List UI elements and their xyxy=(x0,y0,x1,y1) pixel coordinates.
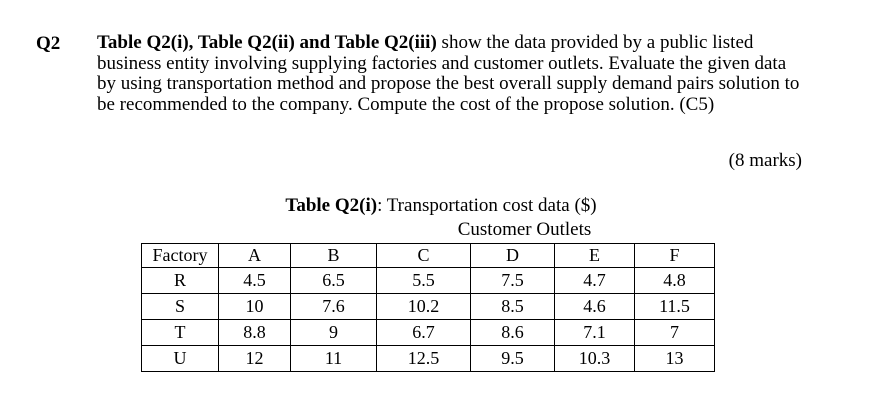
cost-cell: 10.3 xyxy=(555,346,635,372)
question-number: Q2 xyxy=(36,33,61,54)
group-header: Customer Outlets xyxy=(457,219,592,240)
column-header: F xyxy=(635,244,715,268)
cost-cell: 8.8 xyxy=(219,320,291,346)
cost-cell: 7.6 xyxy=(291,294,377,320)
factory-cell: U xyxy=(142,346,219,372)
column-header: E xyxy=(555,244,635,268)
cost-cell: 8.5 xyxy=(471,294,555,320)
cost-cell: 4.6 xyxy=(555,294,635,320)
cost-cell: 4.8 xyxy=(635,268,715,294)
cost-cell: 13 xyxy=(635,346,715,372)
cost-cell: 4.7 xyxy=(555,268,635,294)
column-header: B xyxy=(291,244,377,268)
column-header: D xyxy=(471,244,555,268)
cost-cell: 9 xyxy=(291,320,377,346)
table-row xyxy=(142,320,715,346)
cost-cell: 8.6 xyxy=(471,320,555,346)
question-text xyxy=(97,33,809,115)
cost-cell: 11.5 xyxy=(635,294,715,320)
header-row xyxy=(142,244,715,268)
cost-cell: 7.5 xyxy=(471,268,555,294)
cost-cell: 6.5 xyxy=(291,268,377,294)
cost-cell: 9.5 xyxy=(471,346,555,372)
factory-cell: T xyxy=(142,320,219,346)
table-row xyxy=(142,268,715,294)
table-caption-label: Table Q2(i) xyxy=(285,195,378,216)
cost-cell: 11 xyxy=(291,346,377,372)
cost-cell: 12 xyxy=(219,346,291,372)
cost-cell: 10.2 xyxy=(377,294,471,320)
transportation-cost-table xyxy=(141,243,715,372)
factory-cell: S xyxy=(142,294,219,320)
factory-cell: R xyxy=(142,268,219,294)
marks-label: (8 marks) xyxy=(728,150,802,171)
row-header-cell: Factory xyxy=(142,244,219,268)
table-caption-text: : Transportation cost data ($) xyxy=(377,195,597,216)
table-row xyxy=(142,346,715,372)
column-header: A xyxy=(219,244,291,268)
cost-cell: 4.5 xyxy=(219,268,291,294)
column-header: C xyxy=(377,244,471,268)
cost-cell: 5.5 xyxy=(377,268,471,294)
cost-cell: 6.7 xyxy=(377,320,471,346)
question-body: show the data provided by a public listed business entity involving supplying factories and customer outlets. Evaluate the given data by using transportation method and propose the best overall supply demand pairs solution to be recommended to the company. Compute the cost of the propose solution. (C5) xyxy=(97,32,800,115)
cost-cell: 12.5 xyxy=(377,346,471,372)
cost-cell: 10 xyxy=(219,294,291,320)
table-caption xyxy=(0,195,882,217)
table-row xyxy=(142,294,715,320)
cost-cell: 7.1 xyxy=(555,320,635,346)
question-lead: Table Q2(i), Table Q2(ii) and Table Q2(iii) xyxy=(97,32,437,53)
cost-cell: 7 xyxy=(635,320,715,346)
